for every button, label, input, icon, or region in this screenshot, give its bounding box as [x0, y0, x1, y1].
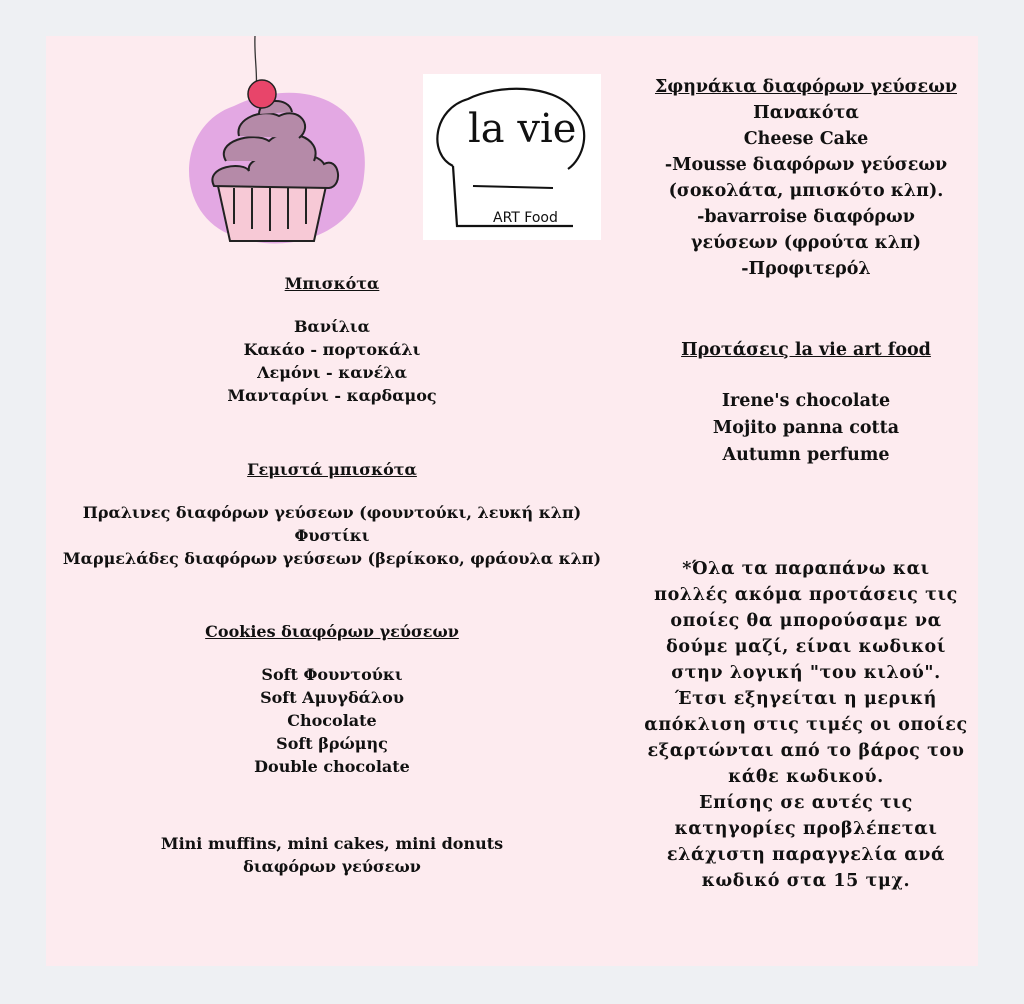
note-line: ελάχιστη παραγγελία ανά — [666, 845, 946, 865]
note-line: Έτσι εξηγείται η μερική — [674, 689, 937, 709]
note-line: Επίσης σε αυτές τις — [699, 793, 913, 813]
list-item: Βανίλια — [294, 317, 370, 336]
list-item: Μανταρίνι - καρδαμος — [227, 386, 437, 405]
list-item: Κακάο - πορτοκάλι — [243, 340, 421, 359]
list-item: Irene's chocolate — [721, 391, 891, 411]
list-item: Μαρμελάδες διαφόρων γεύσεων (βερίκοκο, φράουλα κλπ) — [62, 549, 602, 568]
list-item: Soft Φουντούκι — [261, 665, 403, 684]
note-line: οποίες θα μπορούσαμε να — [670, 611, 942, 631]
shots-title: Σφηνάκια διαφόρων γεύσεων — [654, 77, 957, 97]
note-line: στην λογική "του κιλού". — [671, 663, 941, 683]
mini-line-2: διαφόρων γεύσεων — [243, 857, 421, 876]
logo-title: la vie — [468, 106, 577, 152]
mini-section — [46, 832, 618, 878]
cookies-section — [46, 622, 618, 778]
note-line: κωδικό στα 15 τμχ. — [701, 871, 911, 891]
biscuits-title: Μπισκότα — [284, 274, 380, 293]
list-item: Λεμόνι - κανέλα — [257, 363, 407, 382]
list-item: Mojito panna cotta — [712, 418, 900, 438]
logo-subtitle: ART Food — [493, 210, 558, 226]
cupcake-icon — [174, 36, 374, 266]
note-line: δούμε μαζί, είναι κωδικοί — [666, 637, 946, 657]
list-item: Double chocolate — [254, 757, 410, 776]
cookies-title: Cookies διαφόρων γεύσεων — [205, 622, 459, 641]
biscuits-section — [46, 274, 618, 407]
list-item: Πραλινες διαφόρων γεύσεων (φουντούκι, λευκή κλπ) — [82, 503, 582, 522]
filled-section — [46, 460, 618, 570]
menu-page — [46, 36, 978, 966]
mini-line-1: Mini muffins, mini cakes, mini donuts — [160, 834, 504, 853]
note-line: εξαρτώνται από το βάρος του — [647, 741, 965, 761]
suggestions-section — [631, 340, 981, 469]
list-item: Cheese Cake — [743, 129, 869, 149]
note-line: *Όλα τα παραπάνω και — [682, 559, 930, 579]
list-item: Soft Αμυγδάλου — [260, 688, 404, 707]
list-item: Φυστίκι — [294, 526, 370, 545]
list-item: Chocolate — [287, 711, 377, 730]
note-line: πολλές ακόμα προτάσεις τις — [654, 585, 958, 605]
list-item: Πανακότα — [753, 103, 859, 123]
list-item: Autumn perfume — [722, 445, 890, 465]
note-line: απόκλιση στις τιμές οι οποίες — [644, 715, 968, 735]
list-item: (σοκολάτα, μπισκότο κλπ). — [668, 181, 944, 201]
la-vie-logo — [423, 74, 601, 240]
note-line: κάθε κωδικού. — [728, 767, 884, 787]
note-line: κατηγορίες προβλέπεται — [674, 819, 938, 839]
suggestions-title: Προτάσεις la vie art food — [681, 340, 931, 360]
list-item: Soft βρώμης — [276, 734, 388, 753]
shots-section — [631, 74, 981, 282]
list-item: γεύσεων (φρούτα κλπ) — [690, 233, 922, 253]
list-item: -bavarroise διαφόρων — [697, 207, 915, 227]
filled-title: Γεμιστά μπισκότα — [247, 460, 417, 479]
note-section — [631, 556, 981, 894]
list-item: -Προφιτερόλ — [741, 259, 871, 279]
list-item: -Mousse διαφόρων γεύσεων — [664, 155, 948, 175]
